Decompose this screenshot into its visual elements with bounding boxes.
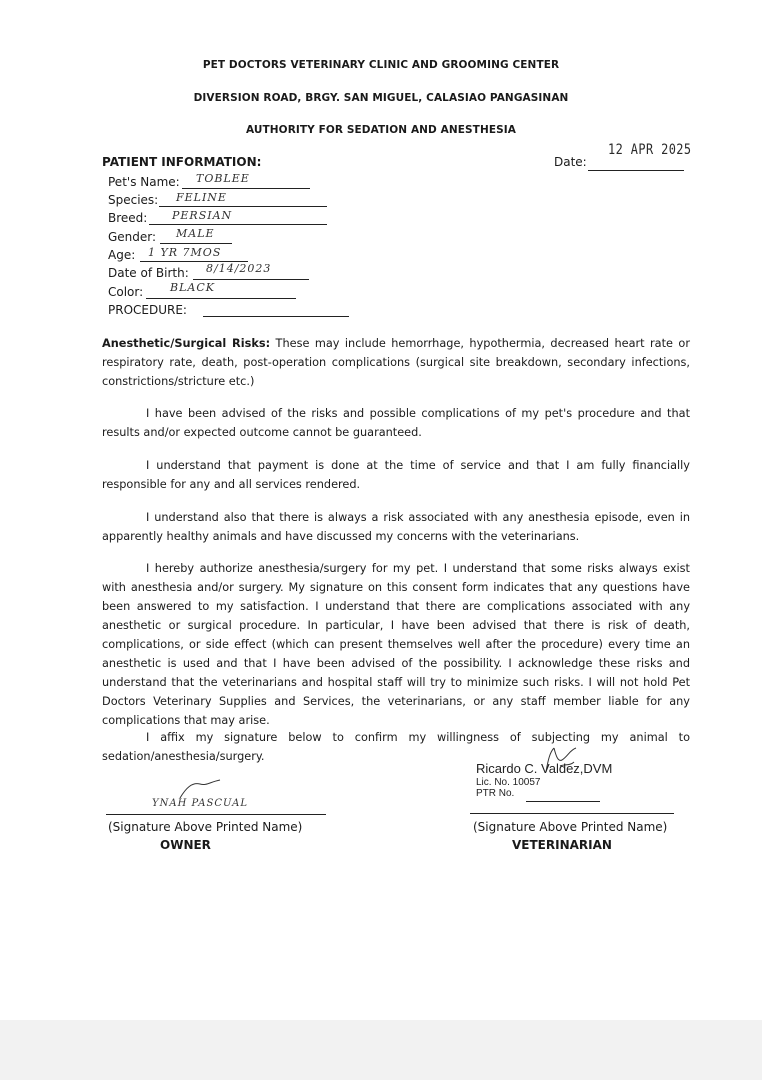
risks-text: These may include hemorrhage, hypothermia, decreased heart rate or respiratory rate, death, post-operation complications (surgical site breakdown, secondary infections, constrictions/stricture etc.) <box>102 337 690 388</box>
risks-paragraph <box>102 334 690 391</box>
form-title: AUTHORITY FOR SEDATION AND ANESTHESIA <box>245 124 516 136</box>
breed-value: PERSIAN <box>172 209 233 222</box>
vet-ptr-line <box>526 801 600 802</box>
species-line <box>159 206 327 207</box>
gender-label: Gender: <box>108 230 157 244</box>
age-label: Age: <box>108 248 136 262</box>
color-value: BLACK <box>170 281 215 294</box>
owner-printed-name: YNAH PASCUAL <box>152 798 248 809</box>
pets-name-value: TOBLEE <box>196 172 250 185</box>
dob-label: Date of Birth: <box>108 266 189 280</box>
scan-bottom-margin <box>0 1020 762 1080</box>
owner-role: OWNER <box>160 838 211 852</box>
age-value: 1 YR 7MOS <box>148 246 222 259</box>
species-label: Species: <box>108 193 159 207</box>
vet-license: Lic. No. 10057 <box>476 777 541 788</box>
paragraph-authorization: I hereby authorize anesthesia/surgery for my pet. I understand that some risks always exist with anesthesia and/or surgery. My signature on this consent form indicates that any questions have been answered to my satisfaction. I understand that there are complications associated with any anesthetic or surgical procedure. In particular, I have been advised that there is risk of death, complications, or side effect (which can present themselves well after the procedure) every time an anesthetic is used and that I have been advised of the possibility. I acknowledge these risks and understand that the veterinarians and hospital staff will try to minimize such risks. I will not hold Pet Doctors Veterinary Supplies and Services, the veterinarians, or any staff member liable for any complications that may arise. <box>102 562 690 727</box>
date-line <box>588 170 684 171</box>
patient-info-title: PATIENT INFORMATION: <box>102 155 262 169</box>
dob-value: 8/14/2023 <box>206 262 272 275</box>
vet-role: VETERINARIAN <box>512 838 612 852</box>
vet-ptr-label: PTR No. <box>476 788 515 799</box>
date-label: Date: <box>554 155 587 169</box>
vet-signature-line <box>470 813 674 814</box>
species-value: FELINE <box>176 191 227 204</box>
color-line <box>146 298 296 299</box>
risks-label: Anesthetic/Surgical Risks: <box>102 337 271 350</box>
vet-name-stamp: Ricardo C. Valdez,DVM <box>476 761 613 776</box>
paragraph-risks-advised: I have been advised of the risks and possible complications of my pet's procedure and that results and/or expected outcome cannot be guaranteed. <box>102 407 690 439</box>
date-stamp-value: 12 APR 2025 <box>608 142 692 158</box>
paragraph-affix-signature: I affix my signature below to confirm my willingness of subjecting my animal to sedation/anesthesia/surgery. <box>102 731 690 763</box>
breed-line <box>149 224 327 225</box>
owner-signature-caption: (Signature Above Printed Name) <box>108 820 303 834</box>
procedure-label: PROCEDURE: <box>108 303 187 317</box>
color-label: Color: <box>108 285 144 299</box>
owner-signature-line <box>106 814 326 815</box>
gender-value: MALE <box>176 227 215 240</box>
clinic-name: PET DOCTORS VETERINARY CLINIC AND GROOMING CENTER <box>202 59 560 71</box>
clinic-address: DIVERSION ROAD, BRGY. SAN MIGUEL, CALASIAO PANGASINAN <box>193 92 569 104</box>
dob-line <box>193 279 309 280</box>
paragraph-payment: I understand that payment is done at the time of service and that I am fully financially responsible for any and all services rendered. <box>102 459 690 491</box>
gender-line <box>160 243 232 244</box>
paragraph-anesthesia-risk: I understand also that there is always a risk associated with any anesthesia episode, even in apparently healthy animals and have discussed my concerns with the veterinarians. <box>102 511 690 543</box>
pets-name-line <box>182 188 310 189</box>
vet-signature-caption: (Signature Above Printed Name) <box>473 820 668 834</box>
procedure-line <box>203 316 349 317</box>
breed-label: Breed: <box>108 211 148 225</box>
pets-name-label: Pet's Name: <box>108 175 180 189</box>
